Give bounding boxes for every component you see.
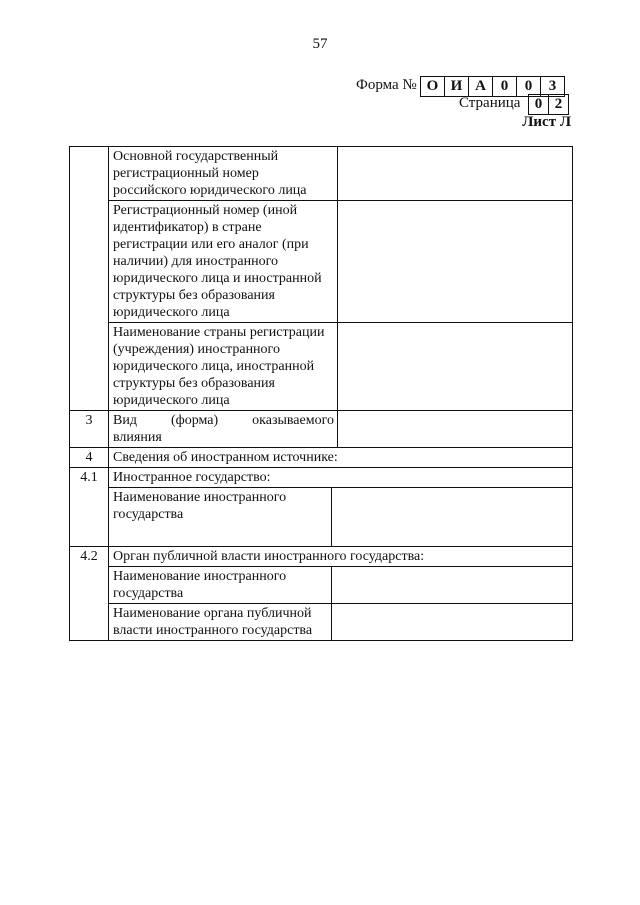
form-code-char: 0 [492,77,516,96]
table-row [70,448,573,468]
table-row [70,547,573,567]
table-row [70,567,573,604]
table-row [70,488,573,547]
form-code-char: О [426,78,439,94]
table-row [70,147,573,201]
page-label: Страница [459,95,521,111]
influence-type-line1: Вид (форма) оказываемого [113,413,334,428]
row-number-cell [70,147,109,411]
page-code-char: 2 [548,95,568,114]
table-row [70,201,573,323]
value-cell[interactable] [332,488,573,547]
field-label: Наименование органа публичной власти иностранного государства [109,604,332,641]
field-label: Наименование иностранного государства [109,567,332,604]
section-heading: Иностранное государство: [109,468,573,488]
table-row [70,411,573,448]
row-number: 4.1 [70,468,109,547]
section-heading: Орган публичной власти иностранного государства: [109,547,573,567]
page-code-boxes [528,94,569,115]
field-label: Основной государственный регистрационный номер российского юридического лица [109,147,338,201]
field-label: Наименование страны регистрации (учреждения) иностранного юридического лица, иностранной структуры без образования юридического лица [109,323,338,411]
value-cell[interactable] [332,567,573,604]
value-cell[interactable] [338,323,573,411]
field-label: Регистрационный номер (иной идентификатор) в стране регистрации или его аналог (при наличии) для иностранного юридического лица и иностранной структуры без образования юридического лица [109,201,338,323]
form-table [69,146,573,641]
value-cell[interactable] [338,147,573,201]
table-row [70,468,573,488]
value-cell[interactable] [332,604,573,641]
field-label: Наименование иностранного государства [109,488,332,547]
value-cell[interactable] [338,411,573,448]
form-number-label: Форма № [356,77,417,93]
section-heading: Сведения об иностранном источнике: [109,448,573,468]
table-row [70,604,573,641]
form-code-char: И [444,77,468,96]
form-code-char: 3 [540,77,564,96]
form-code-char: А [468,77,492,96]
row-number: 4.2 [70,547,109,641]
value-cell[interactable] [338,201,573,323]
row-number: 4 [70,448,109,468]
page-number: 57 [312,36,328,52]
sheet-label: Лист Л [522,114,571,130]
influence-type-line2: влияния [113,430,162,445]
row-number: 3 [70,411,109,448]
form-code-char: 0 [516,77,540,96]
table-row [70,323,573,411]
field-label [109,411,338,448]
page-code-char: 0 [534,96,543,112]
